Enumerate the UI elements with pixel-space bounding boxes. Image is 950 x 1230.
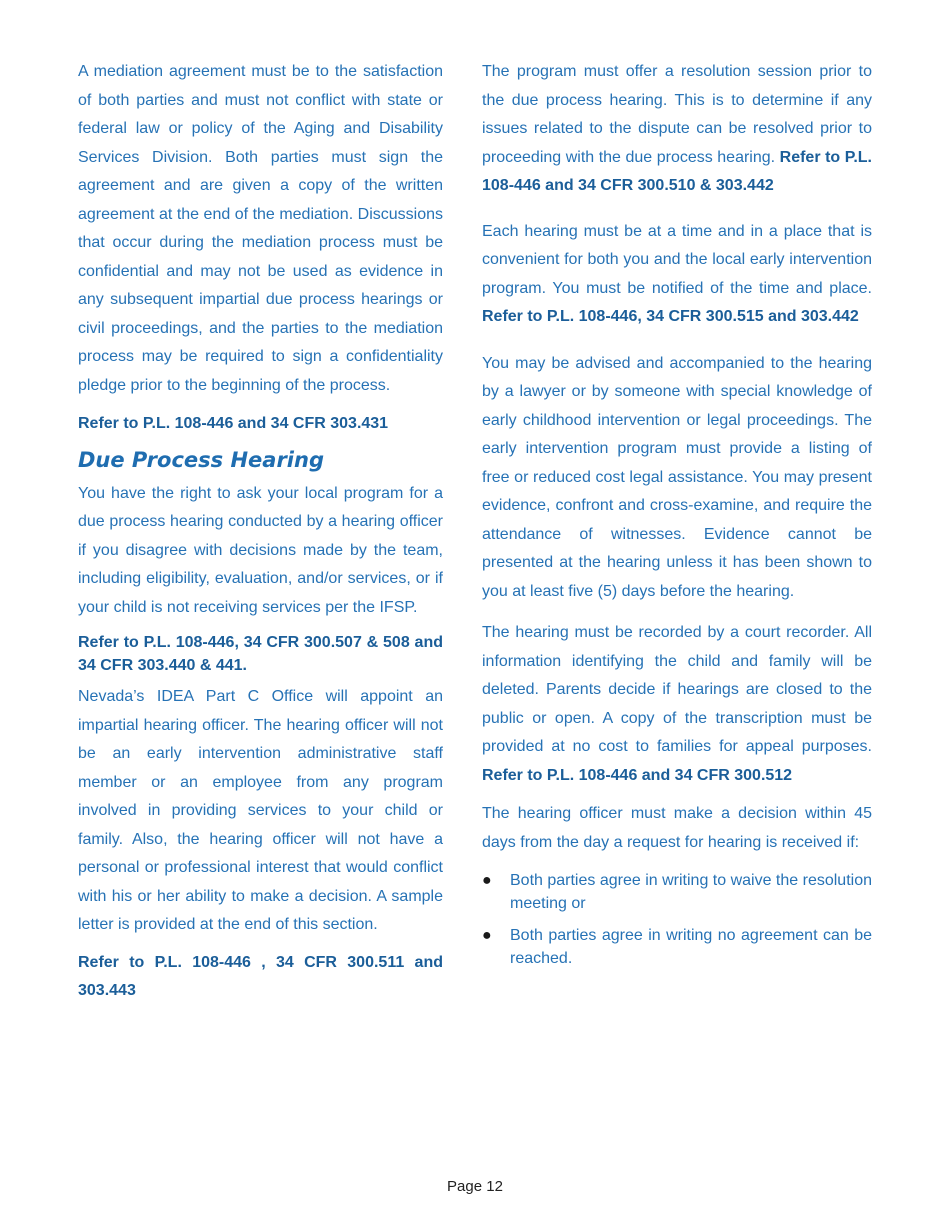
hearing-officer-reference: Refer to P.L. 108-446 , 34 CFR 300.511 and 303.443 bbox=[78, 953, 443, 999]
right-to-ask-reference: Refer to P.L. 108-446, 34 CFR 300.507 & 508 and 34 CFR 303.440 & 441. bbox=[78, 634, 443, 674]
list-item: ● Both parties agree in writing no agreement can be reached. bbox=[482, 924, 872, 970]
right-to-ask-paragraph: You have the right to ask your local program for a due process hearing conducted by a hearing officer if you disagree with decisions made by the team, including eligibility, evaluation, and/or services, or if your child is not receiving services per the IFSP. bbox=[78, 484, 443, 616]
time-place-reference: Refer to P.L. 108-446, 34 CFR 300.515 and 303.442 bbox=[482, 308, 859, 325]
section-heading: Due Process Hearing bbox=[78, 447, 324, 472]
resolution-reference: Refer to P.L. 108-446 and 34 CFR 300.510 & 303.442 bbox=[482, 148, 872, 194]
resolution-text: The program must offer a resolution session prior to the due process hearing. This is to determine if any issues related to the dispute can be resolved prior to proceeding with the due process hearing. bbox=[482, 63, 872, 166]
time-place-text: Each hearing must be at a time and in a place that is convenient for both you and the local early intervention program. You must be notified of the time and place. bbox=[482, 222, 872, 297]
decision-conditions-list bbox=[482, 869, 872, 970]
recorded-paragraph bbox=[482, 619, 872, 790]
right-column bbox=[482, 58, 872, 970]
recorded-reference: Refer to P.L. 108-446 and 34 CFR 300.512 bbox=[482, 766, 793, 784]
mediation-paragraph: A mediation agreement must be to the satisfaction of both parties and must not conflict with state or federal law or policy of the Aging and Disability Services Division. Both parties must sign the agreement and are given a copy of the written agreement at the end of the mediation. Discussions that occur during the mediation process must be confidential and may not be used as evidence in any subsequent impartial due process hearings or civil proceedings, and the parties to the mediation process may be required to sign a confidentiality pledge prior to the beginning of the process. bbox=[78, 63, 443, 394]
resolution-paragraph bbox=[482, 58, 872, 201]
hearing-officer-paragraph: Nevada’s IDEA Part C Office will appoint an impartial hearing officer. The hearing officer will not be an early intervention administrative staff member or an employee from any program involved in providing services to your child or family. Also, the hearing officer will not have a personal or professional interest that would conflict with his or her ability to make a decision. A sample letter is provided at the end of this section. bbox=[78, 688, 443, 933]
list-item: ● Both parties agree in writing to waive the resolution meeting or bbox=[482, 869, 872, 915]
decision-paragraph: The hearing officer must make a decision within 45 days from the day a request for hearing is received if: bbox=[482, 805, 872, 851]
advised-paragraph: You may be advised and accompanied to the hearing by a lawyer or by someone with special knowledge of early childhood intervention or legal proceedings. The early intervention program must provide a listing of free or reduced cost legal assistance. You may present evidence, confront and cross-examine, and require the attendance of witnesses. Evidence cannot be presented at the hearing unless it has been shown to you at least five (5) days before the hearing. bbox=[482, 354, 872, 600]
bullet-icon: ● bbox=[482, 872, 492, 889]
mediation-reference: Refer to P.L. 108-446 and 34 CFR 303.431 bbox=[78, 415, 389, 432]
time-place-paragraph bbox=[482, 218, 872, 332]
bullet-icon: ● bbox=[482, 927, 492, 944]
page-number: Page 12 bbox=[447, 1178, 503, 1195]
recorded-text: The hearing must be recorded by a court recorder. All information identifying the child and family will be deleted. Parents decide if hearings are closed to the public or open. A copy of the transcription must be provided at no cost to families for appeal purposes. bbox=[482, 624, 872, 755]
left-column bbox=[78, 58, 443, 1006]
